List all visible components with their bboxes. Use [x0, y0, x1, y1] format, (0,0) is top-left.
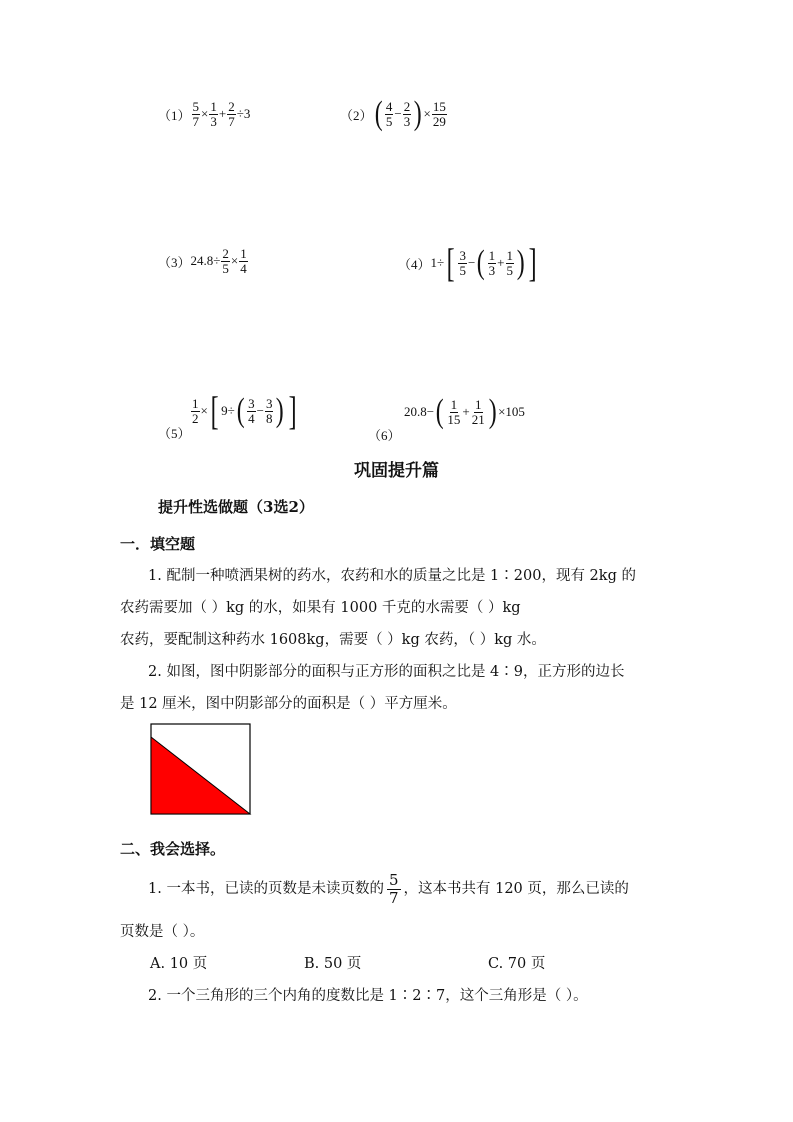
fraction: $\frac{2}{5}$: [222, 246, 229, 276]
fraction: 5 7: [388, 871, 399, 907]
part2-q1-line2: 页数是（ ）。: [120, 924, 205, 940]
fraction: $\frac{1}{5}$: [506, 247, 513, 278]
paren-open: (: [374, 95, 383, 132]
fraction: $\frac{1}{3}$: [488, 247, 496, 278]
part1-q1-line2: 农药需要加（ ）kg 的水，如果有 1000 千克的水需要（ ）kg: [120, 600, 521, 616]
bracket-close: ]: [528, 240, 537, 285]
fraction: $\frac{2}{7}$: [228, 99, 235, 129]
bracket-open: [: [446, 240, 455, 285]
fraction: $\frac{3}{5}$: [459, 247, 466, 278]
fraction: $\frac{5}{7}$: [192, 99, 200, 129]
paren-close: ): [276, 392, 285, 429]
option-a[interactable]: A. 10 页: [150, 956, 208, 972]
problem-6-label: （6）: [368, 428, 401, 443]
problem-2: （2） ( $\frac{4}{5}$ − $\frac{2}{3}$ ) × $\frac{15}{29}$: [340, 95, 446, 132]
problem-5: $\frac{1}{2}$ × [ 9÷ ( $\frac{3}{4}$ − $\frac{3}{8}$ ) ]: [192, 388, 297, 433]
part2-heading: 二、我会选择。: [120, 840, 226, 858]
fraction: $\frac{3}{8}$: [265, 395, 273, 426]
fraction: $\frac{1}{2}$: [192, 395, 199, 426]
problem-5-label: （5）: [158, 426, 191, 441]
fraction: $\frac{4}{5}$: [385, 98, 393, 129]
fraction: $\frac{15}{29}$: [432, 98, 446, 129]
paren-open: (: [435, 393, 444, 430]
problem-4: （4） 1÷ [ $\frac{3}{5}$ − ( $\frac{1}{3}$ + $\frac{1}{5}$ ) ]: [398, 240, 537, 285]
part2-q1-line1: 1. 一本书，已读的页数是未读页数的 5 7 ，这本书共有 120 页，那么已读的: [148, 871, 629, 907]
paren-open: (: [236, 392, 245, 429]
problem-6: 20.8− ( $\frac{1}{15}$ + $\frac{1}{21}$ ) ×105: [404, 393, 525, 430]
bracket-open: [: [210, 388, 219, 433]
problem-3: （3） 24.8÷ $\frac{2}{5}$ × $\frac{1}{4}$: [158, 246, 247, 276]
paren-close: ): [516, 244, 525, 281]
part2-q2: 2. 一个三角形的三个内角的度数比是 1∶2∶7，这个三角形是（ ）。: [148, 988, 588, 1004]
paren-close: ): [488, 393, 497, 430]
square-shaded-figure: [150, 723, 252, 816]
part1-q1-line1: 1. 配制一种喷洒果树的药水，农药和水的质量之比是 1∶200，现有 2kg 的: [148, 568, 636, 584]
paren-close: ): [413, 95, 422, 132]
paren-open: (: [477, 244, 485, 281]
option-c[interactable]: C. 70 页: [488, 956, 546, 972]
part1-heading: 一．填空题: [120, 535, 196, 553]
fraction: $\frac{1}{3}$: [210, 99, 217, 129]
part1-q1-line3: 农药，要配制这种药水 1608kg，需要（ ）kg 农药，（ ）kg 水。: [120, 632, 546, 648]
fraction: $\frac{2}{3}$: [403, 98, 411, 129]
subtitle: 提升性选做题（3选2）: [158, 498, 314, 516]
section-title: 巩固提升篇: [354, 461, 439, 481]
fraction: $\frac{1}{15}$: [447, 396, 461, 427]
problem-1: （1） $\frac{5}{7}$ × $\frac{1}{3}$ + $\frac{2}{7}$ ÷3: [158, 99, 251, 129]
bracket-close: ]: [288, 388, 297, 433]
fraction: $\frac{1}{4}$: [240, 246, 247, 276]
fraction: $\frac{1}{21}$: [471, 396, 485, 427]
part1-q2-line1: 2. 如图，图中阴影部分的面积与正方形的面积之比是 4∶9，正方形的边长: [148, 664, 625, 680]
fraction: $\frac{3}{4}$: [248, 395, 255, 426]
option-b[interactable]: B. 50 页: [304, 956, 362, 972]
part1-q2-line2: 是 12 厘米，图中阴影部分的面积是（ ）平方厘米。: [120, 696, 457, 712]
